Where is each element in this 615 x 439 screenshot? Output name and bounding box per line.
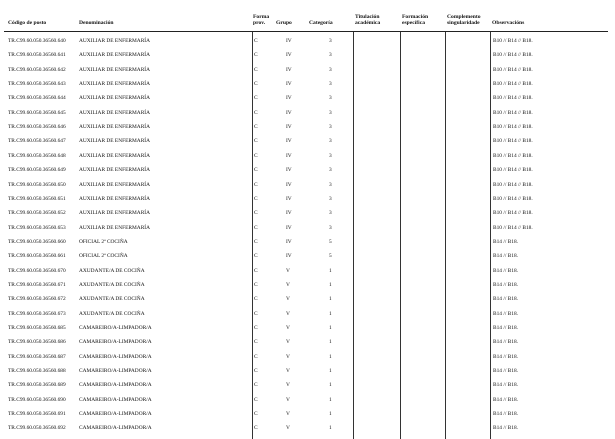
table-row (0, 253, 615, 267)
table-row (0, 210, 615, 224)
row-observaciones: B10 // B14 // B18. (493, 109, 533, 116)
row-observaciones: B14 // B18. (493, 238, 519, 245)
row-grupo: IV (286, 138, 292, 145)
row-categoria: 1 (329, 396, 332, 403)
row-denominacion: AUXILIAR DE ENFERMARÍA (79, 181, 150, 188)
row-code: TR.C99.60.050.36560.692 (8, 425, 66, 432)
row-observaciones: B14 // B18. (493, 310, 519, 317)
table-row (0, 339, 615, 353)
header-grupo: Grupo (276, 20, 292, 26)
header-forma: Forma prov. (253, 14, 270, 26)
row-grupo: IV (286, 238, 292, 245)
row-categoria: 3 (329, 81, 332, 88)
row-code: TR.C99.60.050.36560.686 (8, 339, 66, 346)
row-forma: C (254, 310, 258, 317)
row-categoria: 1 (329, 267, 332, 274)
row-code: TR.C99.60.050.36560.644 (8, 95, 66, 102)
row-denominacion: AUXILIAR DE ENFERMARÍA (79, 195, 150, 202)
row-denominacion: OFICIAL 2ª COCIÑA (79, 238, 128, 245)
header-titulacion: Titulación académica (355, 14, 381, 26)
row-categoria: 1 (329, 296, 332, 303)
row-code: TR.C99.60.050.36560.640 (8, 38, 66, 44)
row-code: TR.C99.60.050.36560.671 (8, 281, 66, 288)
row-observaciones: B10 // B14 // B18. (493, 224, 533, 231)
row-grupo: IV (286, 167, 292, 174)
row-observaciones: B10 // B14 // B18. (493, 66, 533, 73)
row-code: TR.C99.60.050.36560.670 (8, 267, 66, 274)
row-observaciones: B10 // B14 // B18. (493, 152, 533, 159)
row-denominacion: AUXILIAR DE ENFERMARÍA (79, 52, 150, 59)
row-observaciones: B14 // B18. (493, 296, 519, 303)
row-categoria: 3 (329, 38, 332, 44)
row-code: TR.C99.60.050.36560.653 (8, 224, 66, 231)
table-row (0, 268, 615, 282)
row-forma: C (254, 124, 258, 131)
row-denominacion: AUXILIAR DE ENFERMARÍA (79, 124, 150, 131)
row-grupo: IV (286, 95, 292, 102)
row-grupo: IV (286, 253, 292, 260)
row-code: TR.C99.60.050.36560.661 (8, 253, 66, 260)
row-denominacion: AUXILIAR DE ENFERMARÍA (79, 224, 150, 231)
row-code: TR.C99.60.050.36560.651 (8, 195, 66, 202)
row-observaciones: B14 // B18. (493, 411, 519, 418)
row-denominacion: AXUDANTE/A DE COCIÑA (79, 296, 145, 303)
row-observaciones: B14 // B18. (493, 339, 519, 346)
row-grupo: IV (286, 181, 292, 188)
row-observaciones: B14 // B18. (493, 382, 519, 389)
row-code: TR.C99.60.050.36560.691 (8, 411, 66, 418)
row-denominacion: CAMAREIRO/A-LIMPADOR/A (79, 368, 152, 375)
row-denominacion: CAMAREIRO/A-LIMPADOR/A (79, 411, 152, 418)
row-grupo: V (286, 281, 290, 288)
row-categoria: 3 (329, 66, 332, 73)
row-code: TR.C99.60.050.36560.648 (8, 152, 66, 159)
header-categoria: Categoría (309, 20, 333, 26)
row-categoria: 5 (329, 253, 332, 260)
row-forma: C (254, 339, 258, 346)
row-grupo: V (286, 296, 290, 303)
row-observaciones: B10 // B14 // B18. (493, 95, 533, 102)
row-categoria: 1 (329, 353, 332, 360)
row-forma: C (254, 382, 258, 389)
row-forma: C (254, 181, 258, 188)
row-forma: C (254, 152, 258, 159)
row-categoria: 3 (329, 138, 332, 145)
row-observaciones: B10 // B14 // B18. (493, 124, 533, 131)
row-categoria: 3 (329, 109, 332, 116)
row-denominacion: AUXILIAR DE ENFERMARÍA (79, 152, 150, 159)
table-row (0, 81, 615, 95)
table-row (0, 397, 615, 411)
table-row (0, 124, 615, 138)
table-row (0, 296, 615, 310)
table-row (0, 182, 615, 196)
table-row (0, 311, 615, 325)
row-grupo: V (286, 425, 290, 432)
row-code: TR.C99.60.050.36560.643 (8, 81, 66, 88)
row-observaciones: B14 // B18. (493, 396, 519, 403)
row-forma: C (254, 368, 258, 375)
table-row (0, 239, 615, 253)
row-forma: C (254, 167, 258, 174)
row-grupo: IV (286, 66, 292, 73)
row-code: TR.C99.60.050.36560.649 (8, 167, 66, 174)
row-forma: C (254, 238, 258, 245)
row-categoria: 3 (329, 195, 332, 202)
row-forma: C (254, 425, 258, 432)
row-observaciones: B14 // B18. (493, 267, 519, 274)
row-grupo: V (286, 396, 290, 403)
row-forma: C (254, 52, 258, 59)
row-code: TR.C99.60.050.36560.646 (8, 124, 66, 131)
row-grupo: IV (286, 152, 292, 159)
row-denominacion: AUXILIAR DE ENFERMARÍA (79, 109, 150, 116)
table-row (0, 67, 615, 81)
row-denominacion: CAMAREIRO/A-LIMPADOR/A (79, 396, 152, 403)
row-denominacion: AUXILIAR DE ENFERMARÍA (79, 81, 150, 88)
row-observaciones: B10 // B14 // B18. (493, 81, 533, 88)
row-code: TR.C99.60.050.36560.660 (8, 238, 66, 245)
table-row (0, 95, 615, 109)
row-observaciones: B10 // B14 // B18. (493, 38, 533, 44)
row-categoria: 1 (329, 368, 332, 375)
row-forma: C (254, 38, 258, 44)
row-grupo: V (286, 310, 290, 317)
row-categoria: 1 (329, 425, 332, 432)
header-codigo: Código de posto (8, 20, 47, 26)
row-code: TR.C99.60.050.36560.642 (8, 66, 66, 73)
row-denominacion: AXUDANTE/A DE COCIÑA (79, 267, 145, 274)
row-categoria: 3 (329, 124, 332, 131)
table-row (0, 225, 615, 239)
row-observaciones: B10 // B14 // B18. (493, 210, 533, 217)
table-row (0, 138, 615, 152)
table-row (0, 38, 615, 52)
row-observaciones: B14 // B18. (493, 425, 519, 432)
row-categoria: 1 (329, 339, 332, 346)
row-forma: C (254, 224, 258, 231)
row-denominacion: AUXILIAR DE ENFERMARÍA (79, 95, 150, 102)
row-categoria: 3 (329, 210, 332, 217)
table-row (0, 52, 615, 66)
row-grupo: V (286, 353, 290, 360)
row-code: TR.C99.60.050.36560.672 (8, 296, 66, 303)
row-code: TR.C99.60.050.36560.687 (8, 353, 66, 360)
table-row (0, 196, 615, 210)
row-observaciones: B10 // B14 // B18. (493, 138, 533, 145)
row-observaciones: B10 // B14 // B18. (493, 195, 533, 202)
row-categoria: 3 (329, 52, 332, 59)
row-code: TR.C99.60.050.36560.647 (8, 138, 66, 145)
row-grupo: IV (286, 52, 292, 59)
row-categoria: 3 (329, 167, 332, 174)
row-denominacion: AUXILIAR DE ENFERMARÍA (79, 210, 150, 217)
row-denominacion: CAMAREIRO/A-LIMPADOR/A (79, 425, 152, 432)
row-observaciones: B10 // B14 // B18. (493, 167, 533, 174)
row-grupo: V (286, 339, 290, 346)
row-grupo: IV (286, 195, 292, 202)
row-grupo: IV (286, 109, 292, 116)
table-row (0, 411, 615, 425)
row-denominacion: AUXILIAR DE ENFERMARÍA (79, 38, 150, 44)
row-denominacion: CAMAREIRO/A-LIMPADOR/A (79, 325, 152, 331)
row-code: TR.C99.60.050.36560.685 (8, 325, 66, 331)
row-categoria: 1 (329, 310, 332, 317)
table-row (0, 325, 615, 339)
row-denominacion: AUXILIAR DE ENFERMARÍA (79, 66, 150, 73)
row-denominacion: AUXILIAR DE ENFERMARÍA (79, 138, 150, 145)
row-observaciones: B10 // B14 // B18. (493, 52, 533, 59)
row-code: TR.C99.60.050.36560.689 (8, 382, 66, 389)
row-denominacion: CAMAREIRO/A-LIMPADOR/A (79, 382, 152, 389)
row-categoria: 1 (329, 281, 332, 288)
header-denominacion: Denominación (79, 20, 114, 26)
table-row (0, 425, 615, 439)
row-grupo: IV (286, 124, 292, 131)
row-observaciones: B14 // B18. (493, 281, 519, 288)
row-grupo: V (286, 411, 290, 418)
row-forma: C (254, 253, 258, 260)
row-categoria: 5 (329, 238, 332, 245)
row-forma: C (254, 411, 258, 418)
row-categoria: 3 (329, 95, 332, 102)
row-observaciones: B14 // B18. (493, 368, 519, 375)
row-forma: C (254, 95, 258, 102)
row-forma: C (254, 210, 258, 217)
row-forma: C (254, 138, 258, 145)
row-grupo: V (286, 382, 290, 389)
row-categoria: 1 (329, 411, 332, 418)
row-forma: C (254, 396, 258, 403)
header-complemento: Complemento singularidade (447, 14, 481, 26)
table-row (0, 354, 615, 368)
row-denominacion: AUXILIAR DE ENFERMARÍA (79, 167, 150, 174)
row-code: TR.C99.60.050.36560.673 (8, 310, 66, 317)
row-observaciones: B14 // B18. (493, 325, 519, 331)
row-grupo: IV (286, 81, 292, 88)
row-grupo: IV (286, 210, 292, 217)
header-rule (4, 31, 608, 32)
row-denominacion: OFICIAL 2ª COCIÑA (79, 253, 128, 260)
row-code: TR.C99.60.050.36560.650 (8, 181, 66, 188)
row-grupo: IV (286, 224, 292, 231)
table-row (0, 153, 615, 167)
row-observaciones: B14 // B18. (493, 253, 519, 260)
table-row (0, 110, 615, 124)
table-row (0, 368, 615, 382)
row-forma: C (254, 109, 258, 116)
row-forma: C (254, 267, 258, 274)
row-denominacion: CAMAREIRO/A-LIMPADOR/A (79, 339, 152, 346)
row-code: TR.C99.60.050.36560.688 (8, 368, 66, 375)
row-observaciones: B10 // B14 // B18. (493, 181, 533, 188)
header-formacion: Formación específica (402, 14, 429, 26)
row-grupo: V (286, 325, 290, 331)
row-code: TR.C99.60.050.36560.652 (8, 210, 66, 217)
row-denominacion: AXUDANTE/A DE COCIÑA (79, 310, 145, 317)
table-row (0, 167, 615, 181)
row-code: TR.C99.60.050.36560.690 (8, 396, 66, 403)
row-forma: C (254, 195, 258, 202)
row-forma: C (254, 81, 258, 88)
header-observaciones: Observacións (492, 20, 525, 26)
row-observaciones: B14 // B18. (493, 353, 519, 360)
row-forma: C (254, 66, 258, 73)
row-categoria: 1 (329, 382, 332, 389)
row-grupo: V (286, 267, 290, 274)
row-categoria: 3 (329, 224, 332, 231)
row-categoria: 1 (329, 325, 332, 331)
row-categoria: 3 (329, 181, 332, 188)
row-code: TR.C99.60.050.36560.641 (8, 52, 66, 59)
row-forma: C (254, 296, 258, 303)
table-row (0, 282, 615, 296)
row-forma: C (254, 325, 258, 331)
row-grupo: IV (286, 38, 292, 44)
row-grupo: V (286, 368, 290, 375)
row-denominacion: AXUDANTE/A DE COCIÑA (79, 281, 145, 288)
row-denominacion: CAMAREIRO/A-LIMPADOR/A (79, 353, 152, 360)
row-forma: C (254, 281, 258, 288)
row-categoria: 3 (329, 152, 332, 159)
row-forma: C (254, 353, 258, 360)
table-row (0, 382, 615, 396)
row-code: TR.C99.60.050.36560.645 (8, 109, 66, 116)
